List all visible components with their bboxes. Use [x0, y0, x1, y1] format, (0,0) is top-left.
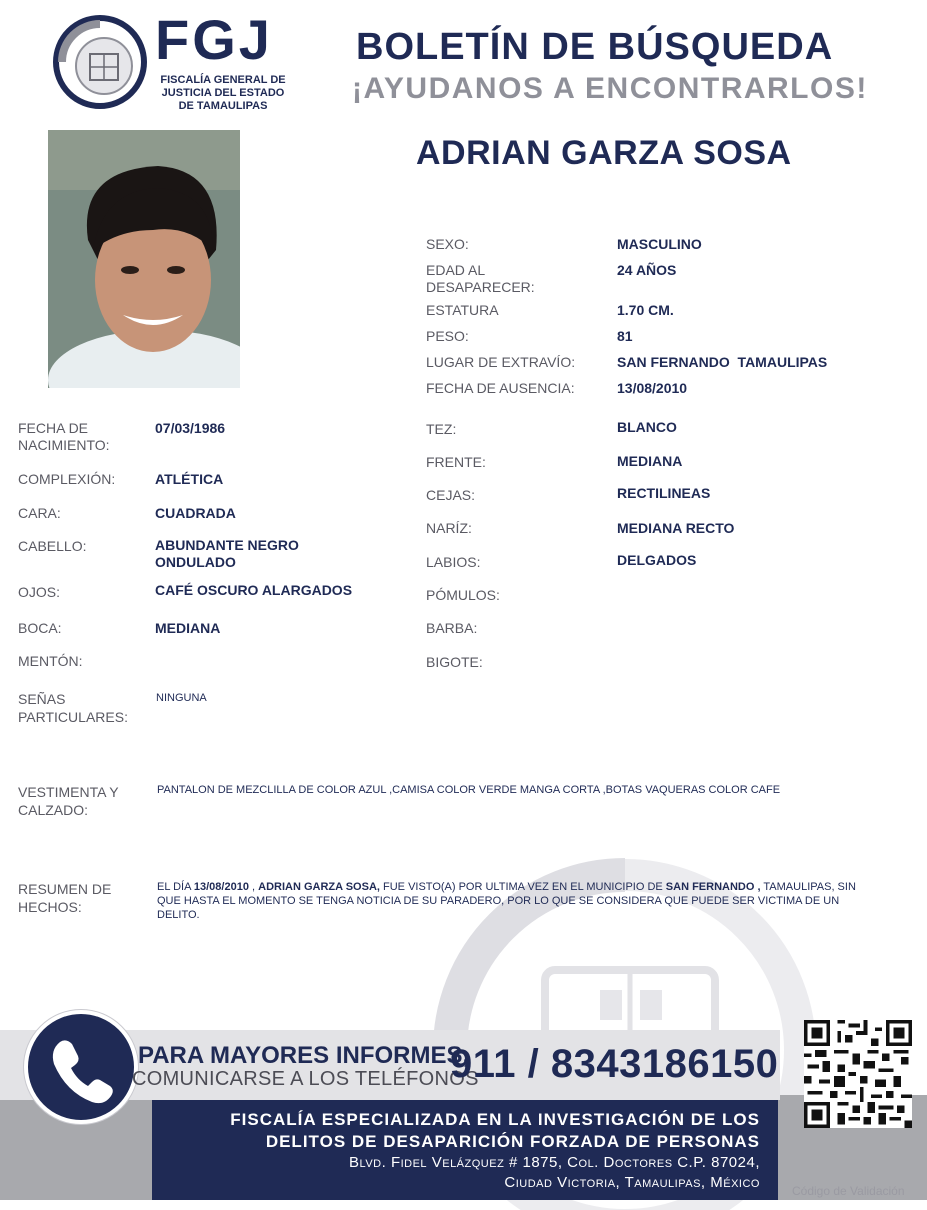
bulletin-title: BOLETÍN DE BÚSQUEDA [356, 26, 834, 68]
detail-label-frente: FRENTE: [426, 454, 486, 470]
bulletin-subtitle: ¡AYUDANOS A ENCONTRARLOS! [352, 72, 868, 105]
fiscalia-address-line1: Blvd. Fidel Velázquez # 1875, Col. Doctores C.P. 87024, [349, 1154, 760, 1171]
contact-heading: PARA MAYORES INFORMES, [138, 1042, 470, 1069]
detail-value-cabello: ABUNDANTE NEGRO ONDULADO [155, 537, 299, 570]
detail-value-ojos: CAFÉ OSCURO ALARGADOS [155, 582, 353, 598]
fiscalia-name-line2: DELITOS DE DESAPARICIÓN FORZADA DE PERSONAS [265, 1132, 760, 1151]
detail-value-edad: 24 AÑOS [617, 262, 677, 278]
detail-label-cejas: CEJAS: [426, 487, 476, 503]
detail-label-edad: EDAD AL DESAPARECER: [426, 262, 535, 295]
detail-label-barba: BARBA: [426, 620, 478, 636]
detail-label-bigote: BIGOTE: [426, 654, 483, 670]
resumen-label: RESUMEN DE HECHOS: [18, 881, 112, 915]
detail-label-lugar: LUGAR DE EXTRAVÍO: [426, 354, 576, 370]
resumen-text: EL DÍA 13/08/2010 , ADRIAN GARZA SOSA, FUE VISTO(A) POR ULTIMA VEZ EN EL MUNICIPIO DE SAN FERNANDO , TAMAULIPAS, SIN QUE HASTA EL MOMENTO SE TENGA NOTICIA DE SU PARADERO, POR LO QUE SE CONSIDERA QUE PUEDE SER VICTIMA DE UN DELITO. [157, 881, 856, 921]
senas-label: SEÑAS PARTICULARES: [18, 691, 128, 725]
fgj-logo-text: FGJ [155, 8, 273, 71]
detail-value-cara: CUADRADA [155, 505, 236, 521]
detail-value-tez: BLANCO [617, 419, 677, 435]
detail-label-tez: TEZ: [426, 421, 457, 437]
detail-value-fecha-ausencia: 13/08/2010 [617, 380, 688, 396]
detail-value-peso: 81 [617, 328, 633, 344]
phone-icon [28, 1014, 134, 1120]
detail-value-lugar: SAN FERNANDO TAMAULIPAS [617, 354, 828, 370]
detail-label-pomulos: PÓMULOS: [426, 587, 500, 603]
fgj-logo-seal-icon [52, 14, 148, 110]
detail-label-estatura: ESTATURA [426, 302, 499, 318]
phone-icon-badge [24, 1010, 138, 1124]
detail-label-cabello: CABELLO: [18, 538, 87, 554]
qr-code-icon[interactable] [804, 1020, 912, 1128]
detail-label-cara: CARA: [18, 505, 61, 521]
detail-label-nariz: NARÍZ: [426, 520, 472, 536]
person-name: ADRIAN GARZA SOSA [416, 134, 792, 172]
qr-caption: Código de Validación [792, 1184, 905, 1198]
detail-value-sexo: MASCULINO [617, 236, 702, 252]
contact-subheading: COMUNICARSE A LOS TELÉFONOS [132, 1068, 479, 1090]
detail-value-frente: MEDIANA [617, 453, 683, 469]
detail-label-fecha-ausencia: FECHA DE AUSENCIA: [426, 380, 575, 396]
vestimenta-value: PANTALON DE MEZCLILLA DE COLOR AZUL ,CAMISA COLOR VERDE MANGA CORTA ,BOTAS VAQUERAS COLOR CAFE [157, 784, 781, 796]
fiscalia-name-line1: FISCALÍA ESPECIALIZADA EN LA INVESTIGACIÓN DE LOS [230, 1110, 760, 1129]
detail-label-peso: PESO: [426, 328, 469, 344]
detail-value-estatura: 1.70 CM. [617, 302, 674, 318]
detail-label-ojos: OJOS: [18, 584, 61, 600]
fiscalia-address-line2: Ciudad Victoria, Tamaulipas, México [504, 1174, 760, 1191]
detail-value-nacimiento: 07/03/1986 [155, 420, 226, 436]
detail-label-labios: LABIOS: [426, 554, 481, 570]
detail-value-cejas: RECTILINEAS [617, 485, 711, 501]
detail-label-boca: BOCA: [18, 620, 62, 636]
detail-label-complexion: COMPLEXIÓN: [18, 471, 116, 487]
contact-phone-numbers[interactable]: 911 / 8343186150 [450, 1042, 779, 1086]
detail-label-sexo: SEXO: [426, 236, 469, 252]
detail-value-nariz: MEDIANA RECTO [617, 520, 735, 536]
detail-value-labios: DELGADOS [617, 552, 697, 568]
detail-value-boca: MEDIANA [155, 620, 221, 636]
senas-value: NINGUNA [156, 692, 207, 704]
missing-person-photo [48, 130, 240, 388]
detail-label-menton: MENTÓN: [18, 653, 83, 669]
detail-label-nacimiento: FECHA DE NACIMIENTO: [18, 420, 110, 453]
vestimenta-label: VESTIMENTA Y CALZADO: [18, 784, 119, 818]
detail-value-complexion: ATLÉTICA [155, 471, 224, 487]
fgj-logo-subtitle: FISCALÍA GENERAL DE JUSTICIA DEL ESTADO DE TAMAULIPAS [160, 74, 286, 112]
